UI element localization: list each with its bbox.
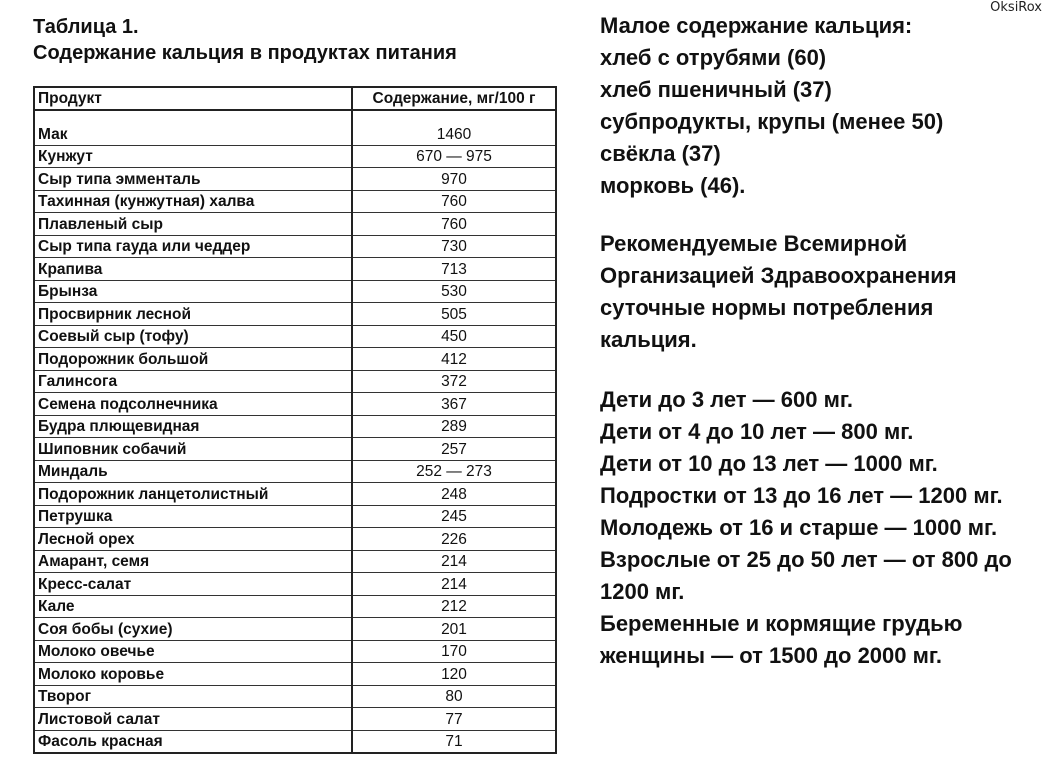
- calcium-value: 530: [352, 280, 556, 303]
- product-name: Галинсога: [34, 370, 352, 393]
- product-name: Миндаль: [34, 460, 352, 483]
- product-name: Творог: [34, 685, 352, 708]
- product-name: Молоко овечье: [34, 640, 352, 663]
- calcium-table: [33, 86, 557, 754]
- product-name: Плавленый сыр: [34, 213, 352, 236]
- calcium-value: 214: [352, 550, 556, 573]
- table-row: [34, 573, 556, 596]
- table-row: [34, 618, 556, 641]
- calcium-value: 170: [352, 640, 556, 663]
- low-calcium-item: морковь (46).: [600, 173, 746, 198]
- product-name: Подорожник большой: [34, 348, 352, 371]
- table-row: [34, 235, 556, 258]
- calcium-value: 71: [352, 730, 556, 753]
- watermark: OksiRox: [990, 0, 1042, 15]
- table-row: [34, 663, 556, 686]
- table-row: [34, 595, 556, 618]
- product-name: Подорожник ланцетолистный: [34, 483, 352, 506]
- daily-norms-list: [600, 384, 1040, 672]
- table-title: Таблица 1.: [33, 16, 139, 38]
- table-row: [34, 460, 556, 483]
- norm-item: Дети от 10 до 13 лет — 1000 мг.: [600, 451, 938, 476]
- table-row: [34, 640, 556, 663]
- table-row: [34, 528, 556, 551]
- calcium-value: 212: [352, 595, 556, 618]
- header-content: Содержание, мг/100 г: [352, 87, 556, 110]
- norm-item: Дети от 4 до 10 лет — 800 мг.: [600, 419, 914, 444]
- table-row: [34, 393, 556, 416]
- table-row: [34, 280, 556, 303]
- calcium-value: 670 — 975: [352, 145, 556, 168]
- calcium-value: 730: [352, 235, 556, 258]
- table-row: [34, 190, 556, 213]
- table-row: [34, 123, 556, 145]
- calcium-value: 77: [352, 708, 556, 731]
- low-calcium-list: [600, 42, 1040, 202]
- table-body: [34, 110, 556, 753]
- norm-item: Молодежь от 16 и старше — 1000 мг.: [600, 515, 998, 540]
- product-name: Молоко коровье: [34, 663, 352, 686]
- product-name: Мак: [34, 123, 352, 145]
- calcium-value: 226: [352, 528, 556, 551]
- product-name: Кале: [34, 595, 352, 618]
- product-name: Сыр типа гауда или чеддер: [34, 235, 352, 258]
- table-row: [34, 415, 556, 438]
- calcium-table-section: [33, 14, 563, 754]
- table-row: [34, 145, 556, 168]
- calcium-value: 248: [352, 483, 556, 506]
- product-name: Просвирник лесной: [34, 303, 352, 326]
- product-name: Семена подсолнечника: [34, 393, 352, 416]
- calcium-value: 713: [352, 258, 556, 281]
- norm-item: Беременные и кормящие грудью женщины — от 1500 до 2000 мг.: [600, 611, 963, 668]
- table-row: [34, 685, 556, 708]
- low-calcium-item: свёкла (37): [600, 141, 721, 166]
- table-row: [34, 168, 556, 191]
- product-name: Сыр типа эмменталь: [34, 168, 352, 191]
- calcium-value: 412: [352, 348, 556, 371]
- calcium-value: 505: [352, 303, 556, 326]
- who-text-line: кальция.: [600, 327, 697, 352]
- calcium-value: 760: [352, 213, 556, 236]
- product-name: Кресс-салат: [34, 573, 352, 596]
- product-name: Брынза: [34, 280, 352, 303]
- calcium-value: 80: [352, 685, 556, 708]
- table-row: [34, 550, 556, 573]
- who-text-line: Организацией Здравоохранения: [600, 263, 957, 288]
- low-calcium-item: хлеб пшеничный (37): [600, 77, 832, 102]
- product-name: Петрушка: [34, 505, 352, 528]
- calcium-value: 372: [352, 370, 556, 393]
- calcium-value: 245: [352, 505, 556, 528]
- table-row: [34, 483, 556, 506]
- product-name: Соевый сыр (тофу): [34, 325, 352, 348]
- calcium-value: 214: [352, 573, 556, 596]
- product-name: Листовой салат: [34, 708, 352, 731]
- low-calcium-item: субпродукты, крупы (менее 50): [600, 109, 944, 134]
- low-calcium-title: Малое содержание кальция:: [600, 13, 913, 38]
- table-row: [34, 303, 556, 326]
- table-spacer-row: [34, 110, 556, 123]
- product-name: Фасоль красная: [34, 730, 352, 753]
- table-subtitle: Содержание кальция в продуктах питания: [33, 42, 457, 64]
- product-name: Крапива: [34, 258, 352, 281]
- calcium-value: 289: [352, 415, 556, 438]
- low-calcium-item: хлеб с отрубями (60): [600, 45, 827, 70]
- product-name: Амарант, семя: [34, 550, 352, 573]
- calcium-value: 120: [352, 663, 556, 686]
- table-row: [34, 730, 556, 753]
- table-row: [34, 258, 556, 281]
- who-text-line: суточные нормы потребления: [600, 295, 934, 320]
- product-name: Лесной орех: [34, 528, 352, 551]
- norm-item: Подростки от 13 до 16 лет — 1200 мг.: [600, 483, 1003, 508]
- calcium-value: 252 — 273: [352, 460, 556, 483]
- who-text-line: Рекомендуемые Всемирной: [600, 231, 908, 256]
- product-name: Шиповник собачий: [34, 438, 352, 461]
- product-name: Соя бобы (сухие): [34, 618, 352, 641]
- table-header-row: [34, 87, 556, 110]
- table-row: [34, 348, 556, 371]
- calcium-value: 760: [352, 190, 556, 213]
- calcium-value: 450: [352, 325, 556, 348]
- table-row: [34, 505, 556, 528]
- header-product: Продукт: [34, 87, 352, 110]
- table-row: [34, 325, 556, 348]
- table-row: [34, 213, 556, 236]
- calcium-value: 970: [352, 168, 556, 191]
- who-recommendation: [600, 228, 1040, 356]
- table-row: [34, 438, 556, 461]
- calcium-value: 257: [352, 438, 556, 461]
- norm-item: Дети до 3 лет — 600 мг.: [600, 387, 853, 412]
- calcium-value: 201: [352, 618, 556, 641]
- info-panel: [600, 10, 1040, 672]
- product-name: Будра плющевидная: [34, 415, 352, 438]
- norm-item: Взрослые от 25 до 50 лет — от 800 до 1200 мг.: [600, 547, 1012, 604]
- table-row: [34, 708, 556, 731]
- product-name: Кунжут: [34, 145, 352, 168]
- product-name: Тахинная (кунжутная) халва: [34, 190, 352, 213]
- calcium-value: 1460: [352, 123, 556, 145]
- table-row: [34, 370, 556, 393]
- calcium-value: 367: [352, 393, 556, 416]
